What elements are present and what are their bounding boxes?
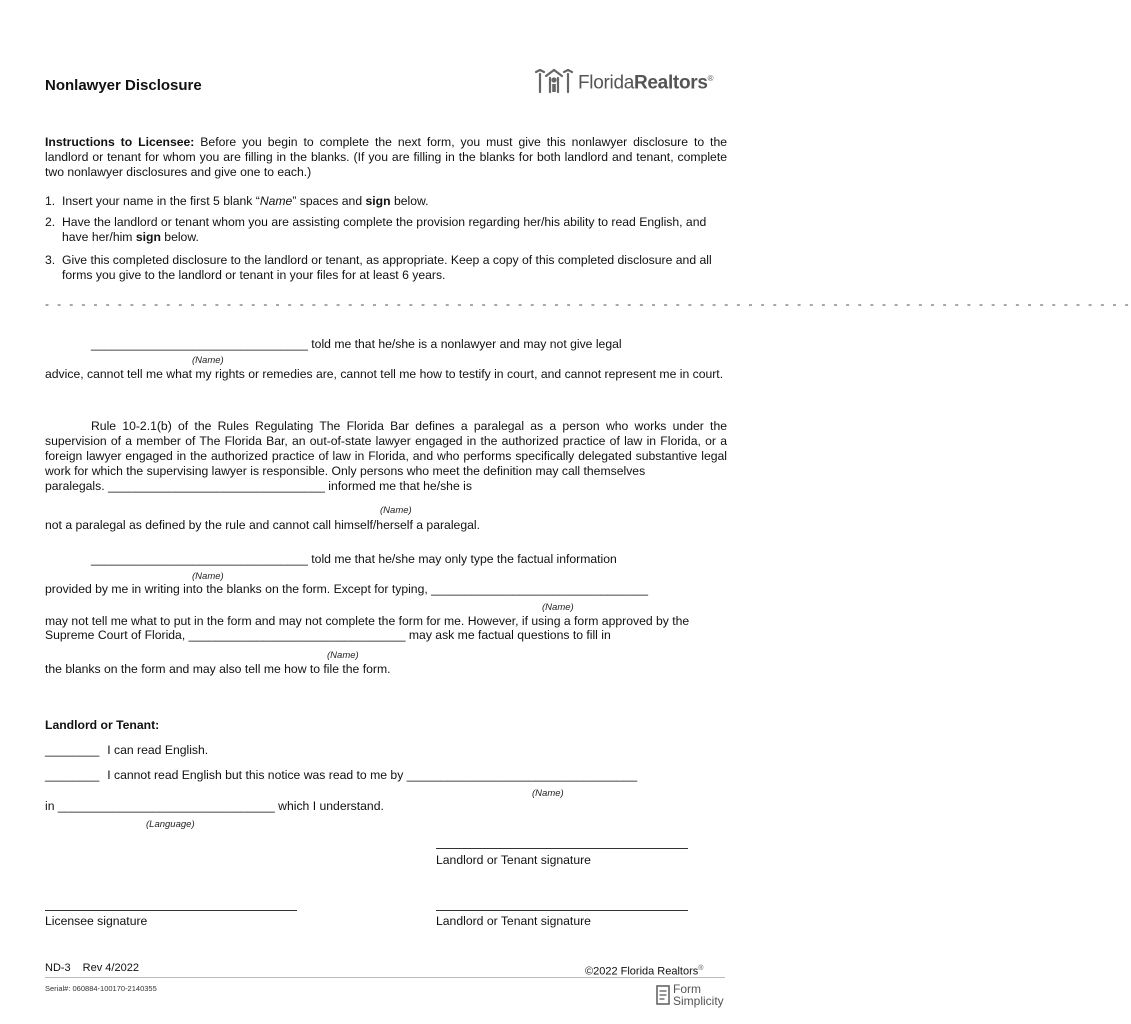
instructions-label: Instructions to Licensee:: [45, 135, 195, 149]
licensee-name-blank-3[interactable]: ________________________________: [91, 552, 308, 566]
disclosure-paragraph-1-rest: advice, cannot tell me what my rights or remedies are, cannot tell me how to testify in court, and cannot represent me in court.: [45, 367, 724, 381]
florida-realtors-logo: [534, 66, 713, 96]
name-caption-3: (Name): [192, 571, 224, 582]
can-read-english-row: ________ I can read English.: [45, 743, 209, 757]
landlord-signature-line-2[interactable]: [436, 910, 688, 911]
landlord-signature-line-1[interactable]: [436, 848, 688, 849]
paralegal-rule-paragraph: Rule 10-2.1(b) of the Rules Regulating The Florida Bar defines a paralegal as a person who works under the supervision of a member of The Florida Bar, an out-of-state lawyer engaged in the authorized practice of law in Florida, or a foreign lawyer engaged in the authorized practice of law in Florida, and who performs specifically delegated substantive legal work for which the supervising lawyer is responsible. Only persons who meet the definition may call themselves: [45, 419, 727, 478]
disclosure-line-1: ________________________________ told me that he/she is a nonlawyer and may not give legal: [91, 337, 622, 351]
copyright: ©2022 Florida Realtors®: [585, 965, 704, 978]
licensee-signature-label: Licensee signature: [45, 914, 148, 928]
licensee-name-blank-1[interactable]: ________________________________: [91, 337, 308, 351]
step-3: 3. Give this completed disclosure to the landlord or tenant, as appropriate. Keep a copy of this completed disclosure and all forms you give to the landlord or tenant in your files for at least 6 years.: [45, 253, 712, 282]
serial-number: Serial#: 060884-100170-2140355: [45, 984, 157, 993]
licensee-name-blank-2[interactable]: ________________________________: [108, 479, 325, 493]
landlord-tenant-heading: Landlord or Tenant:: [45, 718, 160, 732]
name-caption-5: (Name): [327, 650, 359, 661]
landlord-signature-label-1: Landlord or Tenant signature: [436, 853, 591, 867]
step-2: 2. Have the landlord or tenant whom you are assisting complete the provision regarding her/his ability to read English, and have her/him sign below.: [45, 215, 707, 244]
language-caption: (Language): [146, 819, 195, 830]
language-blank[interactable]: ________________________________: [57, 799, 275, 813]
typing-line-3: may not tell me what to put in the form and may not complete the form for me. However, if using a form approved by the: [45, 614, 690, 628]
reader-name-blank[interactable]: __________________________________: [406, 768, 638, 782]
typing-line-2: provided by me in writing into the blanks on the form. Except for typing, ________________________________: [45, 582, 649, 596]
realtors-people-icon: [534, 66, 574, 96]
licensee-signature-line[interactable]: [45, 910, 297, 911]
typing-line-4: Supreme Court of Florida, ________________________________ may ask me factual questions to fill in: [45, 628, 611, 642]
name-caption-6: (Name): [532, 788, 564, 799]
form-document-icon: [656, 985, 670, 1005]
step-1: 1. Insert your name in the first 5 blank “Name” spaces and sign below.: [45, 194, 429, 208]
landlord-signature-label-2: Landlord or Tenant signature: [436, 914, 591, 928]
cannot-read-english-row: ________ I cannot read English but this notice was read to me by __________________________________: [45, 768, 638, 782]
typing-line-5: the blanks on the form and may also tell me how to file the form.: [45, 662, 391, 676]
licensee-name-blank-5[interactable]: ________________________________: [188, 628, 406, 642]
footer-divider: [45, 977, 725, 978]
language-row: in ________________________________ which I understand.: [45, 799, 384, 813]
paralegal-line: paralegals. ________________________________ informed me that he/she is: [45, 479, 472, 493]
instructions-paragraph: [45, 135, 727, 180]
can-read-english-blank[interactable]: ________: [45, 743, 100, 757]
logo-wordmark: FloridaRealtors®: [578, 72, 714, 94]
cannot-read-english-blank[interactable]: ________: [45, 768, 100, 782]
not-paralegal-line: not a paralegal as defined by the rule and cannot call himself/herself a paralegal.: [45, 518, 480, 532]
form-code: ND-3 Rev 4/2022: [45, 962, 139, 974]
instructions-text: Before you begin to complete the next form, you must give this nonlawyer disclosure to the landlord or tenant for whom you are filling in the blanks. (If you are filling in the blanks for both landlord and tenant, complete two nonlawyer disclosures and give one to each.): [45, 135, 727, 179]
name-caption-1: (Name): [192, 355, 224, 366]
cut-line-separator: - - - - - - - - - - - - - - - - - - - - - - - - - - - - - - - - - - - - - - - - - - - - - - - - - - - - - - - - - - - - - - - - - - - - - - - - - - - - - - - - - - - - - - - - - -: [45, 297, 1131, 311]
name-caption-4: (Name): [542, 602, 574, 613]
page-title: Nonlawyer Disclosure: [45, 77, 202, 94]
typing-line-1: ________________________________ told me that he/she may only type the factual information: [91, 552, 617, 566]
licensee-name-blank-4[interactable]: ________________________________: [431, 582, 649, 596]
form-simplicity-logo: Form Simplicity: [656, 983, 724, 1007]
name-caption-2: (Name): [380, 505, 412, 516]
